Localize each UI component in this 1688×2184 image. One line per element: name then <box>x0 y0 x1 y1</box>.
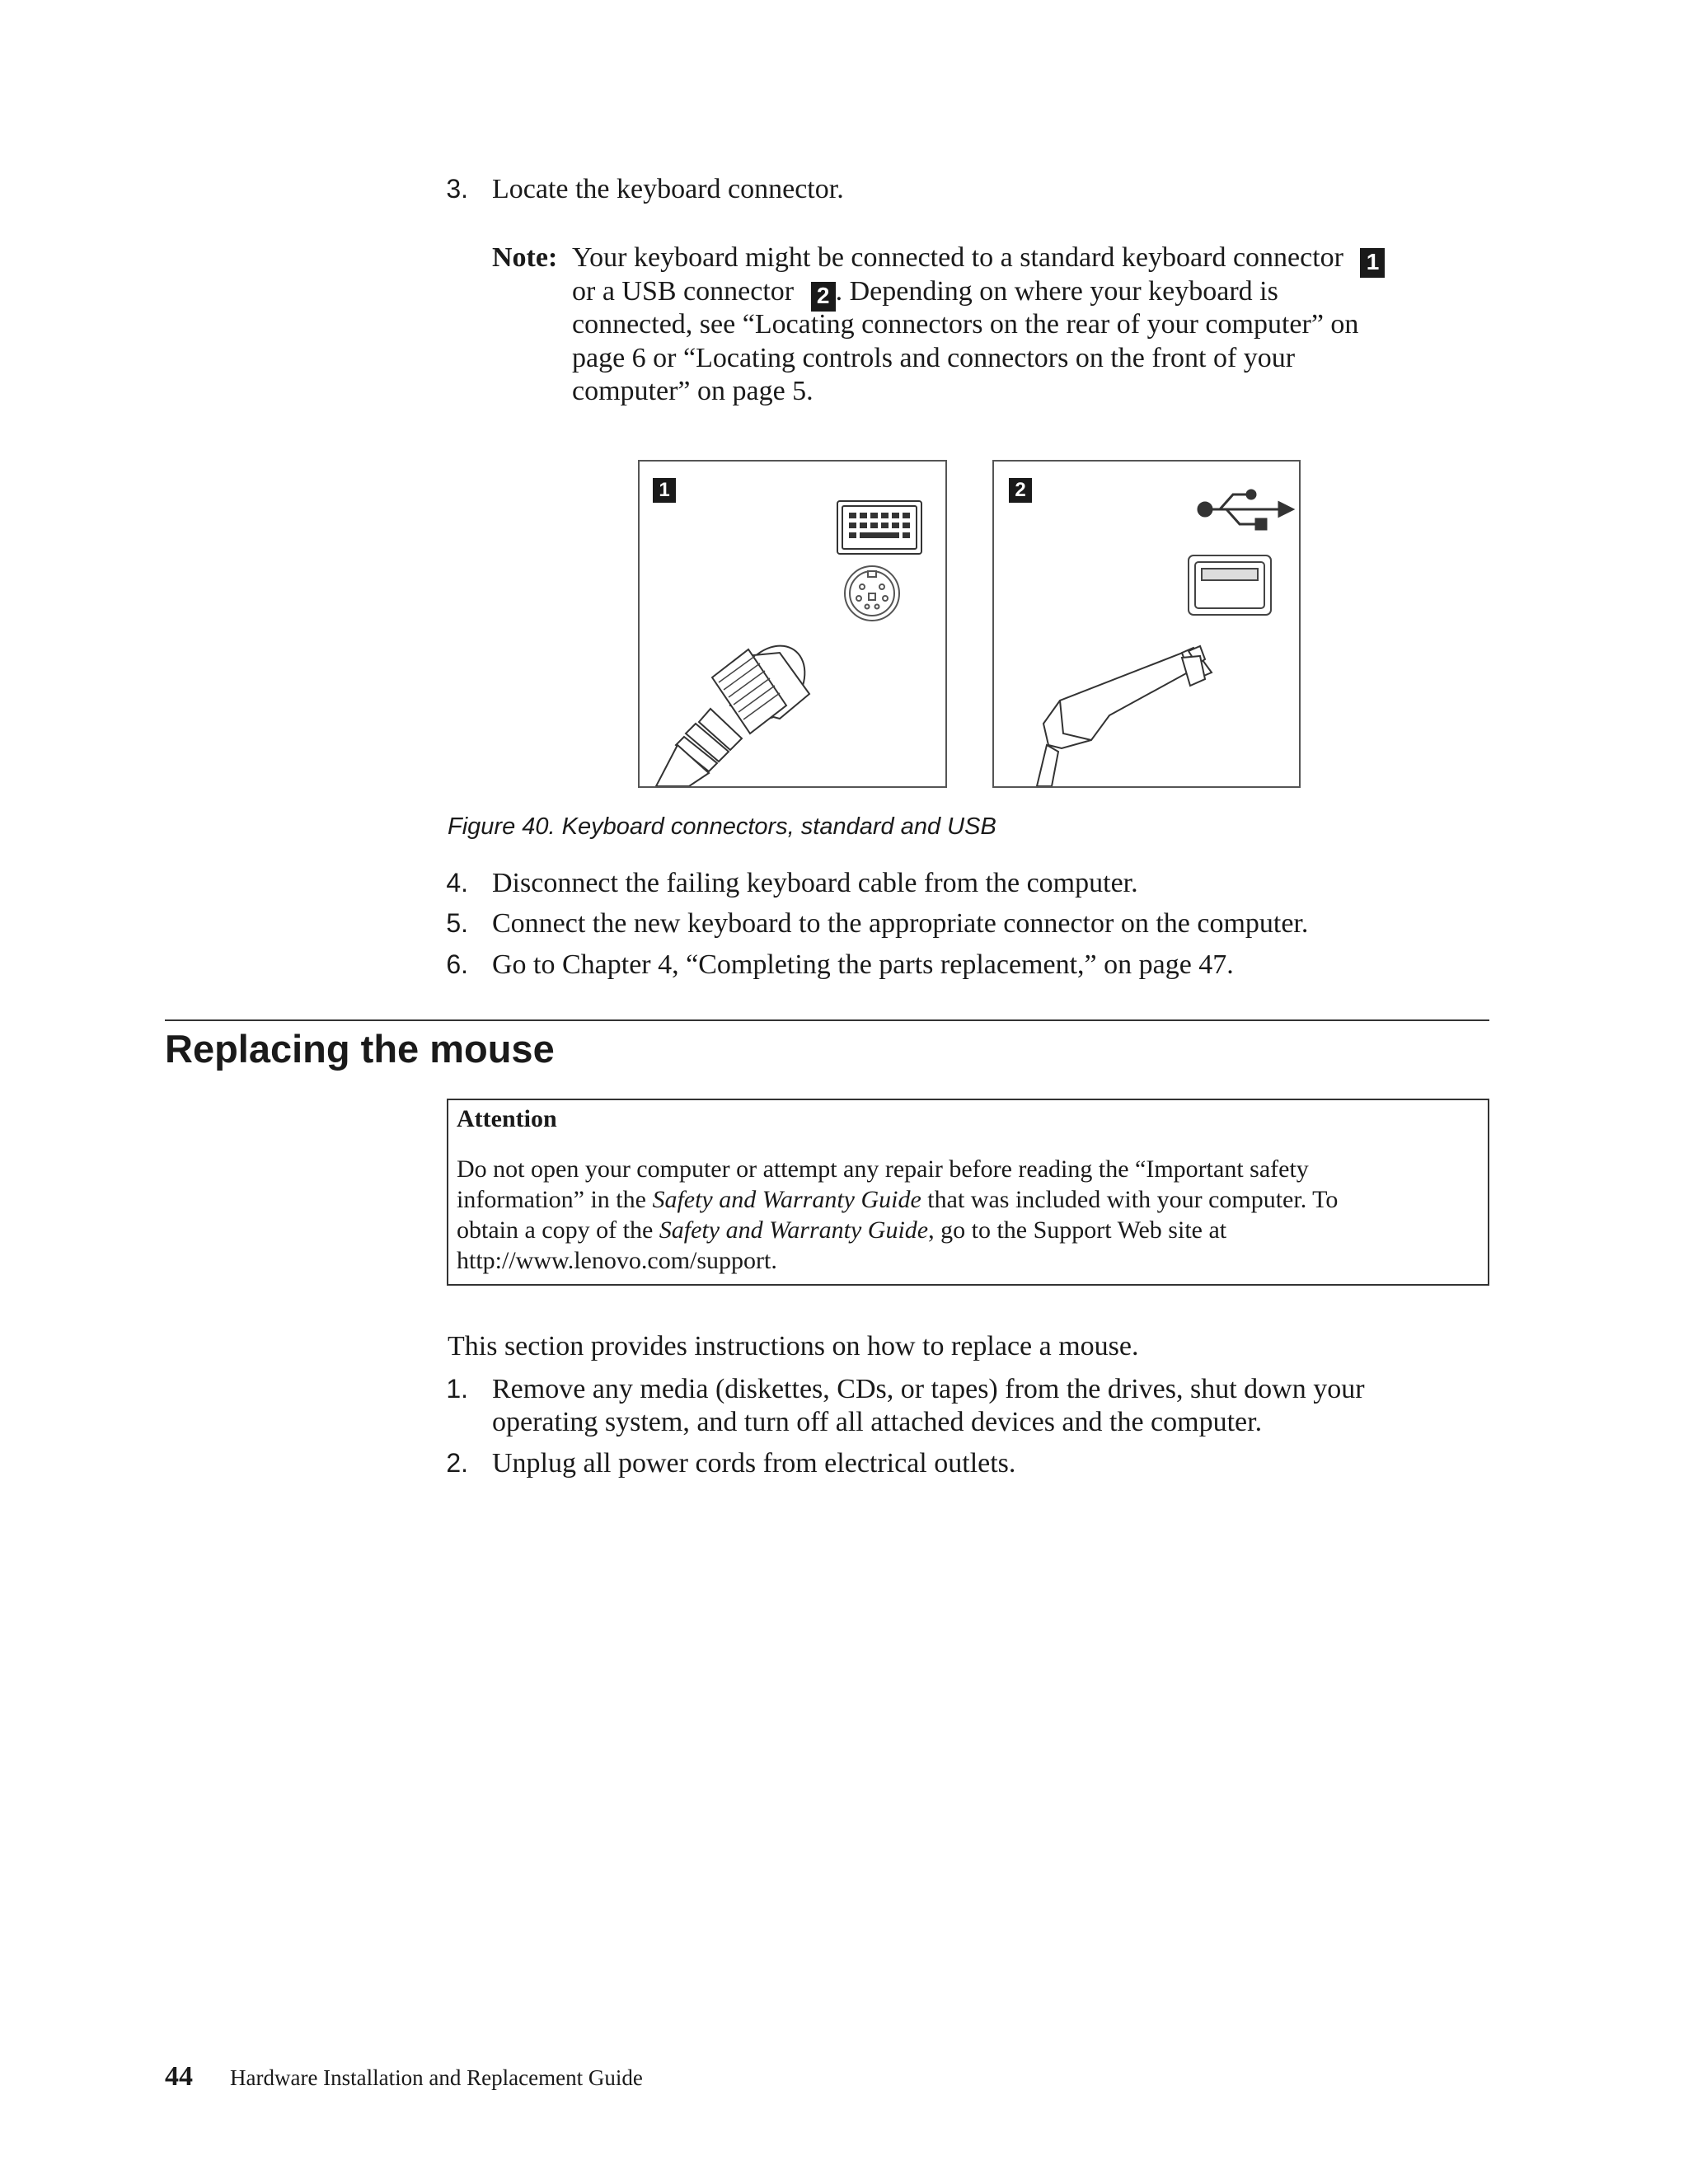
attention-line <box>457 1184 1479 1215</box>
step-number: 2. <box>446 1448 468 1478</box>
figure-callout-1: 1 <box>653 478 676 503</box>
attention-line <box>457 1215 1479 1245</box>
figure-panel-usb <box>992 460 1301 788</box>
note-text: . Depending on where your keyboard is <box>835 275 1278 307</box>
usb-icon <box>1198 490 1292 529</box>
callout-2-badge: 2 <box>811 282 836 312</box>
note-line: page 6 or “Locating controls and connectors on the front of your <box>572 342 1296 373</box>
note-line: connected, see “Locating connectors on the rear of your computer” on <box>572 309 1359 340</box>
attention-box <box>447 1099 1489 1286</box>
note-line <box>572 241 1503 274</box>
footer-doc-title: Hardware Installation and Replacement Guide <box>230 2065 643 2090</box>
step-number: 5. <box>446 908 468 938</box>
keyboard-icon <box>837 501 921 554</box>
note-text: or a USB connector <box>572 275 795 307</box>
attention-title: Attention <box>457 1105 557 1132</box>
note-line: computer” on page 5. <box>572 376 814 406</box>
attention-text <box>457 1154 1479 1276</box>
step-text: Connect the new keyboard to the appropriate connector on the computer. <box>492 908 1309 939</box>
page-number: 44 <box>165 2061 193 2092</box>
callout-1-badge: 1 <box>1360 248 1385 278</box>
step-text: Remove any media (diskettes, CDs, or tapes) from the drives, shut down your <box>492 1374 1365 1404</box>
note-label: Note: <box>492 242 558 273</box>
section-divider <box>165 1019 1489 1021</box>
usb-connector-illustration <box>994 462 1299 786</box>
figure-caption: Figure 40. Keyboard connectors, standard and USB <box>448 813 996 840</box>
usb-port-icon <box>1189 555 1271 615</box>
attention-guide-title: Safety and Warranty Guide <box>652 1186 921 1213</box>
attention-line: Do not open your computer or attempt any repair before reading the “Important safety <box>457 1155 1309 1183</box>
note-body <box>572 241 1503 408</box>
ps2-port-icon <box>845 566 899 621</box>
step-text: Go to Chapter 4, “Completing the parts replacement,” on page 47. <box>492 949 1234 980</box>
figure-callout-2: 2 <box>1009 478 1032 503</box>
step-number: 1. <box>446 1374 468 1404</box>
note-text: Your keyboard might be connected to a standard keyboard connector <box>572 242 1343 273</box>
step-number: 4. <box>446 868 468 898</box>
ps2-keyboard-connector-illustration <box>640 462 945 786</box>
attention-guide-title: Safety and Warranty Guide <box>659 1216 929 1244</box>
step-number: 3. <box>446 174 468 204</box>
note-line <box>572 274 1503 308</box>
ps2-plug-icon <box>656 633 818 786</box>
support-url: http://www.lenovo.com/support. <box>457 1247 777 1274</box>
step-text: Locate the keyboard connector. <box>492 174 844 204</box>
figure-panel-standard-keyboard <box>638 460 947 788</box>
step-text: Unplug all power cords from electrical outlets. <box>492 1448 1016 1479</box>
usb-plug-icon <box>1037 646 1212 786</box>
section-intro: This section provides instructions on how to replace a mouse. <box>448 1331 1139 1361</box>
section-title: Replacing the mouse <box>165 1027 555 1071</box>
attention-text-span: that was included with your computer. To <box>921 1186 1339 1213</box>
attention-text-span: obtain a copy of the <box>457 1216 659 1244</box>
step-text-continued: operating system, and turn off all attached devices and the computer. <box>492 1407 1263 1437</box>
attention-text-span: , go to the Support Web site at <box>928 1216 1227 1244</box>
step-number: 6. <box>446 949 468 979</box>
step-text: Disconnect the failing keyboard cable from the computer. <box>492 868 1138 898</box>
attention-text-span: information” in the <box>457 1186 653 1213</box>
